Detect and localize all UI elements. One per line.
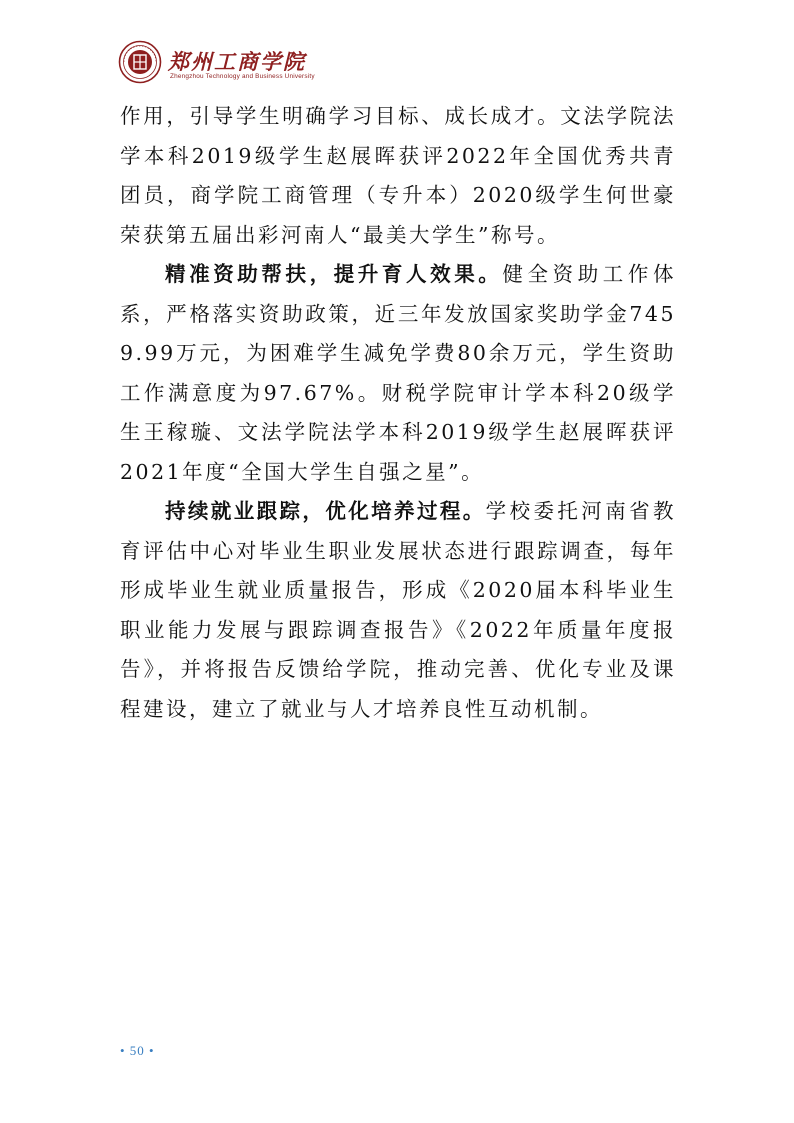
university-name-english: Zhengzhou Technology and Business University <box>170 73 315 80</box>
university-seal-icon <box>118 40 162 84</box>
paragraph-3 <box>120 492 676 729</box>
document-body <box>120 97 676 729</box>
paragraph-1-text: 作用，引导学生明确学习目标、成长成才。文法学院法学本科2019级学生赵展晖获评2022年全国优秀共青团员，商学院工商管理（专升本）2020级学生何世豪荣获第五届出彩河南人“最美大学生”称号。 <box>120 104 676 247</box>
paragraph-2-heading: 精准资助帮扶，提升育人效果。 <box>165 262 503 286</box>
document-header <box>118 40 378 90</box>
paragraph-1 <box>120 97 676 255</box>
paragraph-3-heading: 持续就业跟踪，优化培养过程。 <box>165 499 486 523</box>
paragraph-2 <box>120 255 676 492</box>
paragraph-2-text: 健全资助工作体系，严格落实资助政策，近三年发放国家奖助学金7459.99万元，为困难学生减免学费80余万元，学生资助工作满意度为97.67%。财税学院审计学本科20级学生王稼璇、文法学院法学本科2019级学生赵展晖获评2021年度“全国大学生自强之星”。 <box>120 262 677 484</box>
page-number: • 50 • <box>120 1043 155 1058</box>
paragraph-3-text: 学校委托河南省教育评估中心对毕业生职业发展状态进行跟踪调查，每年形成毕业生就业质量报告，形成《2020届本科毕业生职业能力发展与跟踪调查报告》《2022年质量年度报告》，并将报告反馈给学院，推动完善、优化专业及课程建设，建立了就业与人才培养良性互动机制。 <box>120 499 677 721</box>
university-name: 郑州工商学院 <box>168 49 306 74</box>
